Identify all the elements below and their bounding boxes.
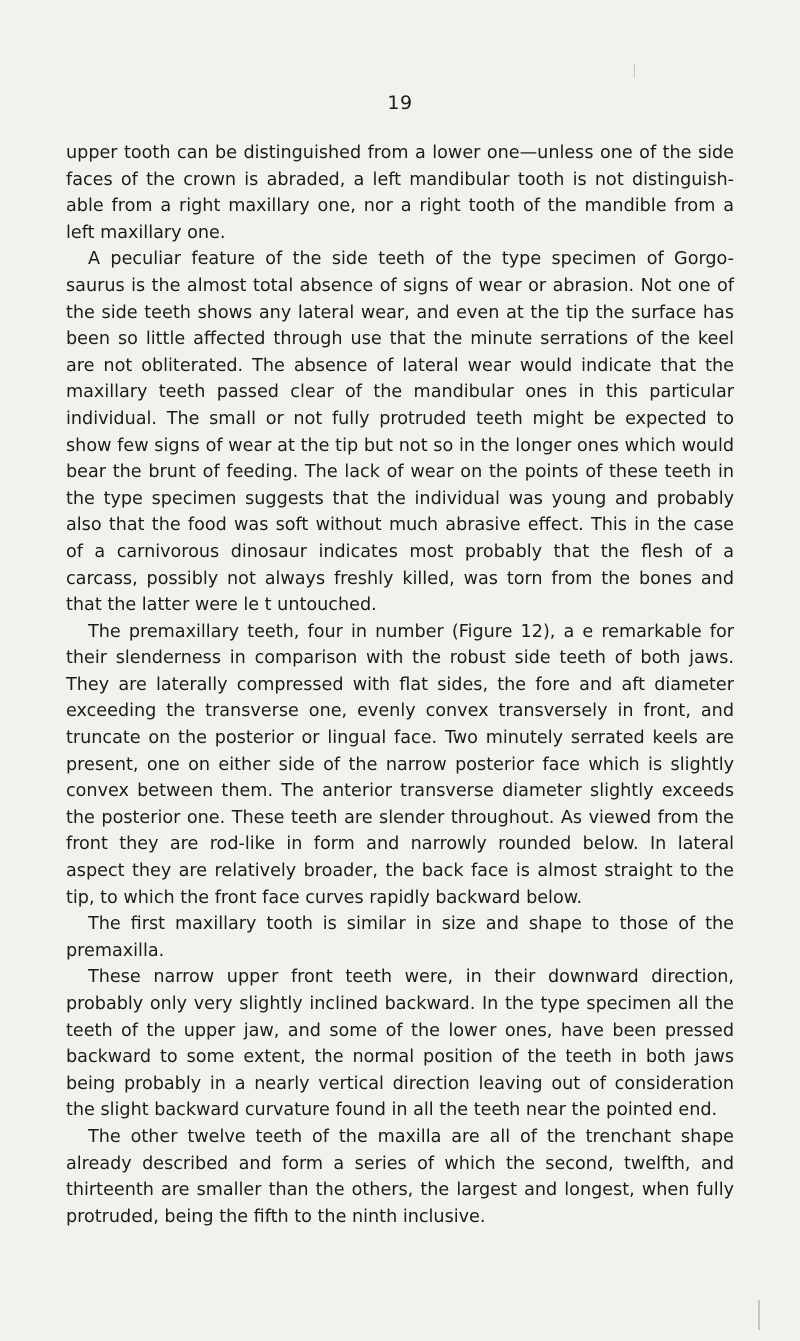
body-text	[66, 140, 734, 1230]
paragraph-1: upper tooth can be distinguished from a lower one—unless one of the side faces of the crown is abraded, a left mandibular tooth is not distinguish-able from a right maxillary one, nor a right tooth of the mandible from a left maxillary one.	[66, 143, 734, 243]
paragraph-5: These narrow upper front teeth were, in their downward direction, probably only very slightly inclined backward. In the type specimen all the teeth of the upper jaw, and some of the lower ones, have been pressed backward to some extent, the normal position of the teeth in both jaws being probably in a nearly vertical direction leaving out of consideration the slight backward curvature found in all the teeth near the pointed end.	[66, 967, 734, 1121]
paper-speck	[634, 64, 635, 78]
paper-speck	[758, 1300, 760, 1330]
paragraph-4: The first maxillary tooth is similar in size and shape to those of the premaxilla.	[66, 914, 734, 961]
paragraph-2: A peculiar feature of the side teeth of the type specimen of Gorgo-saurus is the almost total absence of signs of wear or abrasion. Not one of the side teeth shows any lateral wear, and even at the tip the surface has been so little affected through use that the minute serrations of the keel are not obliterated. The absence of lateral wear would indicate that the maxillary teeth passed clear of the mandibular ones in this particular individual. The small or not fully protruded teeth might be expected to show few signs of wear at the tip but not so in the longer ones which would bear the brunt of feeding. The lack of wear on the points of these teeth in the type specimen suggests that the individual was young and probably also that the food was soft without much abrasive effect. This in the case of a carnivorous dinosaur indicates most probably that the flesh of a carcass, possibly not always freshly killed, was torn from the bones and that the latter were le t untouched.	[66, 249, 734, 616]
page-number: 19	[387, 92, 413, 114]
paragraph-3: The premaxillary teeth, four in number (Figure 12), a e remarkable for their slenderness in comparison with the robust side teeth of both jaws. They are laterally compressed with flat sides, the fore and aft diameter exceeding the transverse one, evenly convex transversely in front, and truncate on the posterior or lingual face. Two minutely serrated keels are present, one on either side of the narrow posterior face which is slightly convex between them. The anterior transverse diameter slightly exceeds the posterior one. These teeth are slender throughout. As viewed from the front they are rod-like in form and narrowly rounded below. In lateral aspect they are relatively broader, the back face is almost straight to the tip, to which the front face curves rapidly backward below.	[66, 621, 734, 908]
paragraph-6: The other twelve teeth of the maxilla are all of the trenchant shape already described and form a series of which the second, twelfth, and thirteenth are smaller than the others, the largest and longest, when fully protruded, being the fifth to the ninth inclusive.	[66, 1126, 734, 1227]
